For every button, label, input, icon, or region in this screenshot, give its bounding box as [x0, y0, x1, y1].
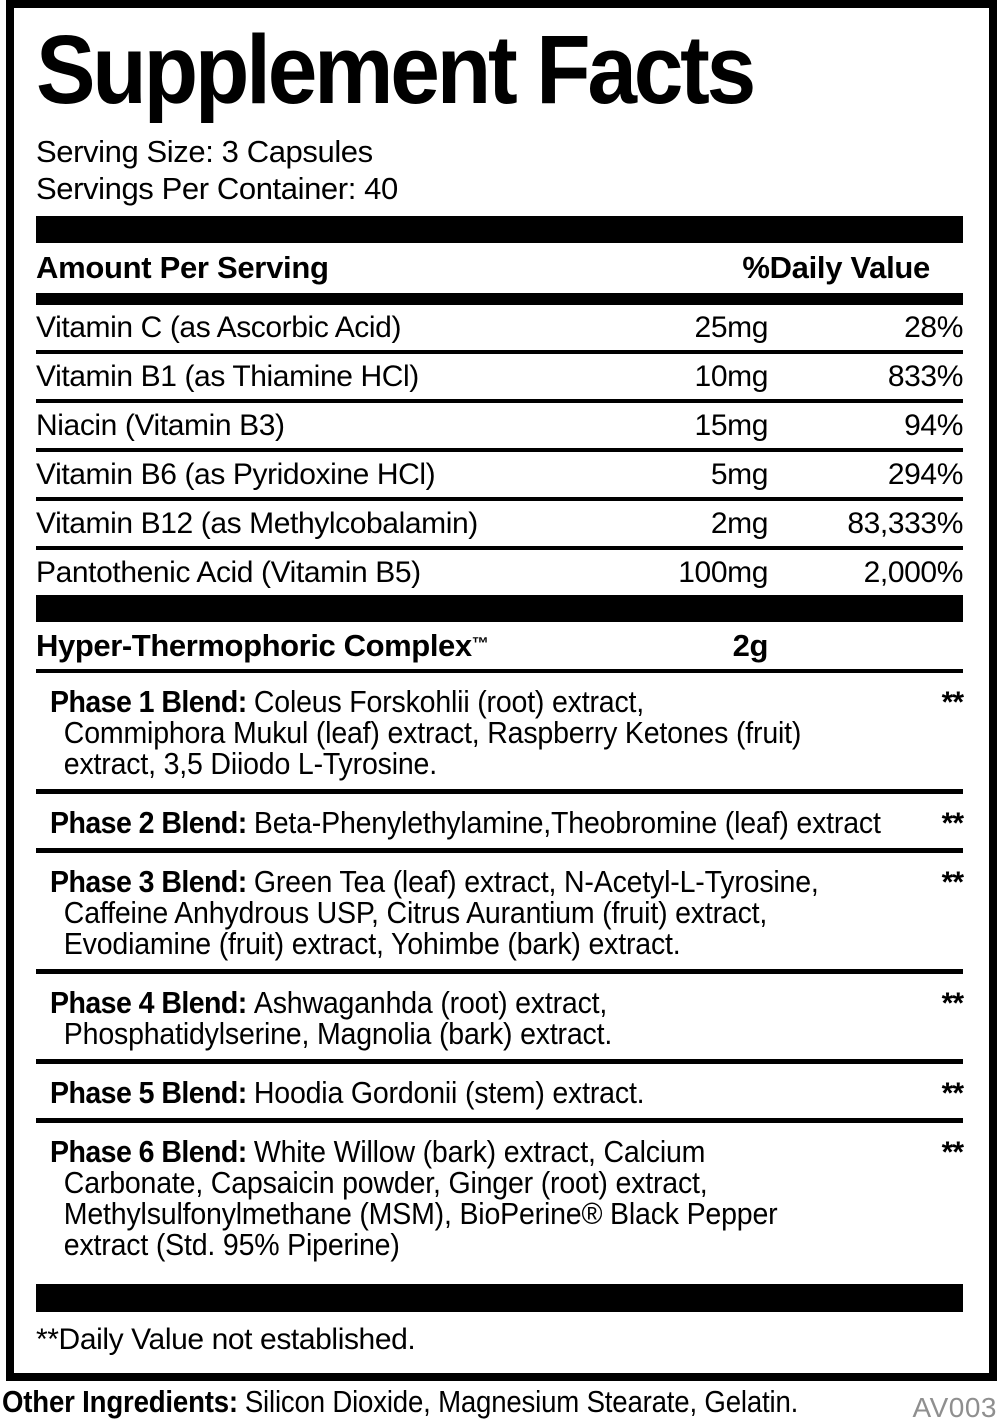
- phase-text: Carbonate, Capsaicin powder, Ginger (root) extract,: [63, 1165, 708, 1200]
- phase-6-name: Phase 6 Blend:: [50, 1134, 247, 1169]
- phase-line: [50, 1136, 890, 1167]
- phase-3-name: Phase 3 Blend:: [50, 864, 247, 899]
- phase-line: [50, 807, 890, 838]
- supplement-facts-panel: [6, 0, 997, 1381]
- ingredient-dv: 2,000%: [863, 556, 963, 589]
- phase-text: Ashwaganhda (root) extract,: [253, 985, 608, 1020]
- ingredient-amount: 2mg: [710, 507, 768, 540]
- phase-5-blend-row: [36, 1064, 963, 1118]
- table-row-pantothenic-acid: [36, 550, 963, 595]
- ingredient-dv: 28%: [904, 311, 963, 344]
- ingredient-dv: 83,333%: [847, 507, 963, 540]
- other-ingredients-line: [2, 1386, 798, 1418]
- ingredient-amount: 5mg: [710, 458, 768, 491]
- phase-text: Beta-Phenylethylamine,Theobromine (leaf) extract: [253, 805, 881, 840]
- ingredient-name: Vitamin B12 (as Methylcobalamin): [36, 507, 478, 540]
- serving-info: [36, 133, 963, 207]
- other-ingredients-value: Silicon Dioxide, Magnesium Stearate, Gelatin.: [244, 1384, 799, 1419]
- phase-1-blend-row: [36, 673, 963, 789]
- ingredient-amount: 10mg: [694, 360, 768, 393]
- phase-2-name: Phase 2 Blend:: [50, 805, 247, 840]
- table-row-vitamin-c: [36, 305, 963, 354]
- phase-4-blend-row: [36, 974, 963, 1059]
- ingredient-dv: 833%: [887, 360, 963, 393]
- phase-text: extract (Std. 95% Piperine): [63, 1227, 400, 1262]
- phase-text: Phosphatidylserine, Magnolia (bark) extract.: [63, 1016, 613, 1051]
- complex-amount: 2g: [732, 628, 768, 663]
- phase-text: Methylsulfonylmethane (MSM), BioPerine® Black Pepper: [63, 1196, 778, 1231]
- table-top-bar: [36, 216, 963, 243]
- servings-per-container-line: Servings Per Container: 40: [36, 171, 398, 206]
- ingredient-amount: 100mg: [678, 556, 768, 589]
- phase-line: [50, 866, 890, 897]
- phase-line: [50, 686, 890, 717]
- trademark-symbol: ™: [471, 634, 489, 653]
- header-amount-per-serving: Amount Per Serving: [36, 250, 329, 285]
- table-row-vitamin-b6: [36, 452, 963, 501]
- ingredient-name: Pantothenic Acid (Vitamin B5): [36, 556, 421, 589]
- header-daily-value: %Daily Value: [742, 250, 930, 285]
- footnote-top-bar: [36, 1284, 963, 1312]
- table-row-vitamin-b12: [36, 501, 963, 550]
- sku-code: AV003: [912, 1392, 997, 1423]
- phase-text: Hoodia Gordonii (stem) extract.: [253, 1075, 645, 1110]
- phase-1-dv-stars: **: [941, 686, 963, 719]
- panel-title: Supplement Facts: [36, 15, 754, 124]
- vitamin-table: [36, 305, 963, 595]
- complex-top-bar: [36, 595, 963, 622]
- daily-value-footnote: **Daily Value not established.: [36, 1323, 416, 1356]
- phase-5-dv-stars: **: [941, 1077, 963, 1110]
- phase-6-dv-stars: **: [941, 1136, 963, 1169]
- ingredient-name: Vitamin B6 (as Pyridoxine HCl): [36, 458, 436, 491]
- ingredient-dv: 294%: [887, 458, 963, 491]
- table-row-vitamin-b1: [36, 354, 963, 403]
- phase-text: Coleus Forskohlii (root) extract,: [253, 684, 645, 719]
- phase-text: Commiphora Mukul (leaf) extract, Raspberry Ketones (fruit): [63, 715, 802, 750]
- phase-1-name: Phase 1 Blend:: [50, 684, 247, 719]
- phase-3-dv-stars: **: [941, 866, 963, 899]
- phase-text: extract, 3,5 Diiodo L-Tyrosine.: [63, 746, 437, 781]
- serving-size-line: Serving Size: 3 Capsules: [36, 134, 373, 169]
- table-header: [36, 243, 963, 293]
- table-row-niacin: [36, 403, 963, 452]
- phase-2-blend-row: [36, 794, 963, 848]
- label-footer: [0, 1384, 1000, 1423]
- phase-4-name: Phase 4 Blend:: [50, 985, 247, 1020]
- ingredient-amount: 25mg: [694, 311, 768, 344]
- complex-row: [36, 622, 963, 669]
- phase-text: Caffeine Anhydrous USP, Citrus Aurantium (fruit) extract,: [63, 895, 768, 930]
- complex-name: Hyper-Thermophoric Complex™: [36, 628, 489, 663]
- phase-4-dv-stars: **: [941, 987, 963, 1020]
- ingredient-name: Niacin (Vitamin B3): [36, 409, 285, 442]
- ingredient-dv: 94%: [904, 409, 963, 442]
- phase-6-blend-row: [36, 1123, 963, 1270]
- complex-dv: [768, 630, 963, 661]
- ingredient-name: Vitamin B1 (as Thiamine HCl): [36, 360, 419, 393]
- phase-line: [50, 987, 890, 1018]
- phase-2-dv-stars: **: [941, 807, 963, 840]
- header-divider-bar: [36, 293, 963, 305]
- phase-5-name: Phase 5 Blend:: [50, 1075, 247, 1110]
- phase-text: Evodiamine (fruit) extract, Yohimbe (bark) extract.: [63, 926, 681, 961]
- phase-line: [50, 1077, 890, 1108]
- ingredient-amount: 15mg: [694, 409, 768, 442]
- ingredient-name: Vitamin C (as Ascorbic Acid): [36, 311, 402, 344]
- phase-3-blend-row: [36, 853, 963, 969]
- phase-text: White Willow (bark) extract, Calcium: [253, 1134, 706, 1169]
- other-ingredients-label: Other Ingredients:: [2, 1384, 238, 1419]
- phase-text: Green Tea (leaf) extract, N-Acetyl-L-Tyrosine,: [253, 864, 819, 899]
